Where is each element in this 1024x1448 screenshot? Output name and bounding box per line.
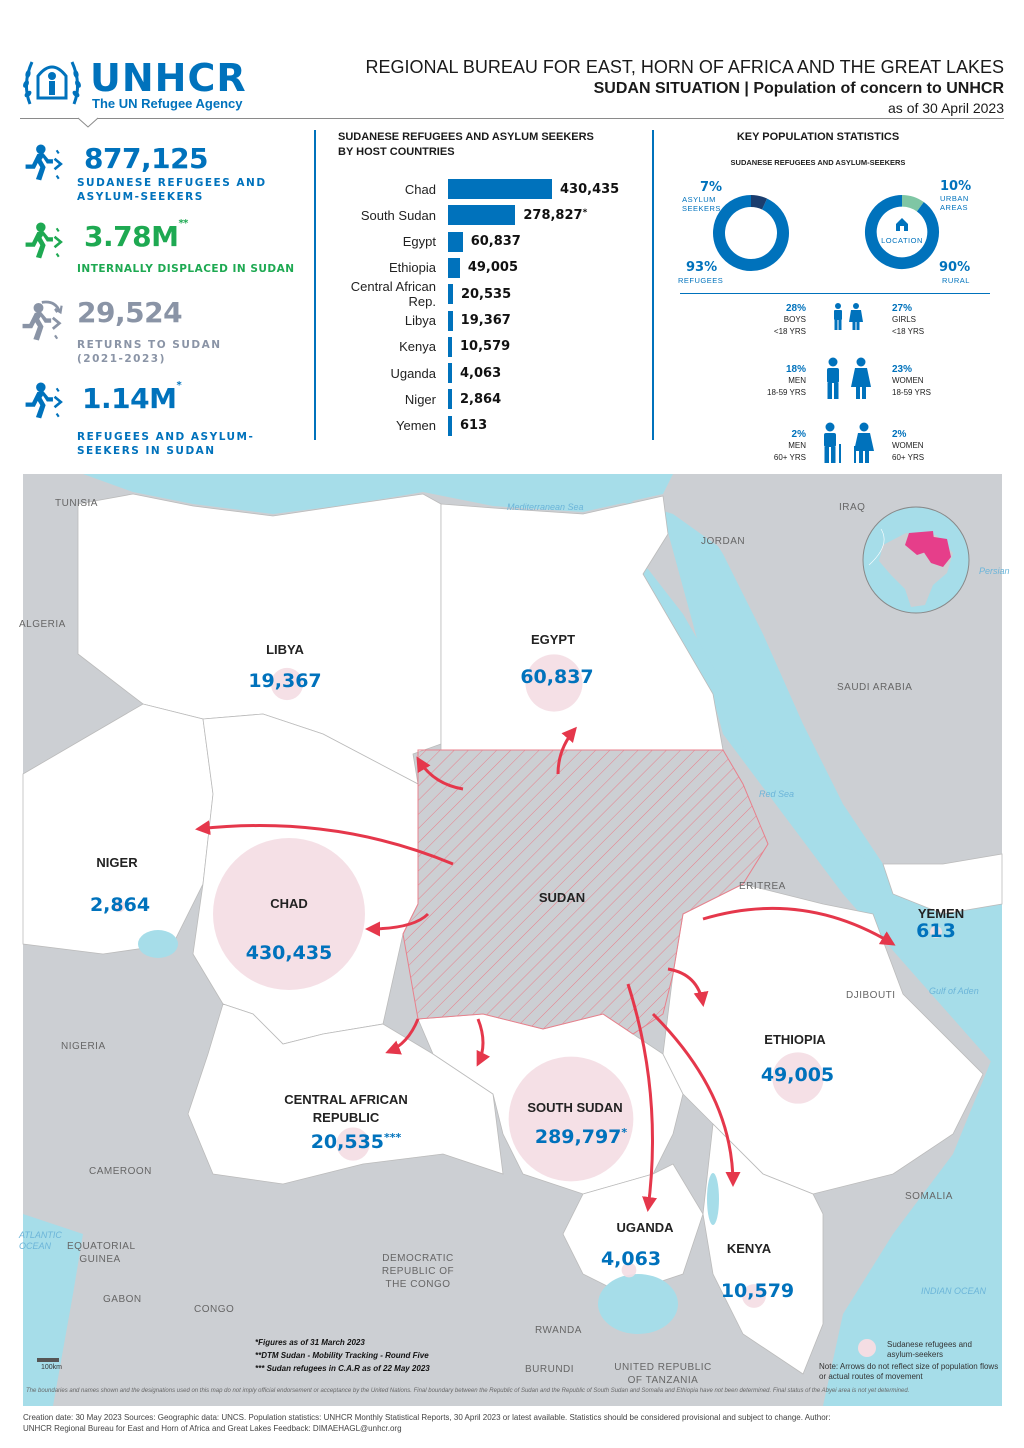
stat-idps (22, 220, 312, 280)
stat-label: RETURNS TO SUDAN (2021-2023) (77, 339, 222, 365)
key-stats-divider (680, 293, 990, 294)
demo-right-label: GIRLS (892, 315, 917, 324)
map-value-uganda: 4,063 (600, 1248, 662, 1270)
key-stats-subtitle: SUDANESE REFUGEES AND ASYLUM-SEEKERS (730, 158, 906, 167)
map-label-south-sudan: SOUTH SUDAN (527, 1100, 623, 1115)
boy-girl-icon (829, 302, 865, 332)
arrow-to-car (388, 1019, 418, 1052)
map-label-sudan: SUDAN (538, 890, 586, 905)
map-notes (255, 1336, 430, 1375)
legend-label: Sudanese refugees and asylum-seekers (887, 1340, 972, 1359)
bar-row (320, 388, 501, 410)
demo-right-label: WOMEN (892, 441, 924, 450)
map-label-car: CENTRAL AFRICAN REPUBLIC (284, 1092, 408, 1125)
stat-value (77, 296, 182, 329)
stat-number: 3.78M (84, 220, 179, 253)
arrow-to-chad (368, 914, 428, 929)
bar-row (320, 336, 510, 358)
rural-pct: 90% (939, 260, 971, 275)
returnee-icon (22, 298, 66, 342)
map-value-chad: 430,435 (245, 942, 333, 964)
note-2: **DTM Sudan - Mobility Tracking - Round Five (255, 1351, 429, 1360)
arrow-to-niger (198, 826, 453, 864)
demo-right-pct: 23% (892, 364, 913, 375)
bar-category-label: Niger (404, 391, 436, 407)
footer-line-2: UNHCR Regional Bureau for East and Horn of Africa and Great Lakes Feedback: DIMAEHAGL@unhcr.org (23, 1424, 402, 1433)
demo-right-label: WOMEN (892, 376, 924, 385)
bar-value-label: 10,579 (460, 339, 511, 355)
map-value-egypt: 60,837 (520, 666, 594, 688)
bar-row (320, 257, 518, 279)
label-equatorial-guinea: EQUATORIAL GUINEA (67, 1241, 136, 1265)
bar-value-label: 49,005 (467, 260, 518, 276)
asylum-pct: 7% (700, 180, 723, 195)
logo-name: UNHCR (90, 56, 247, 100)
refugee-pct: 93% (686, 260, 718, 275)
arrow-to-uganda (628, 984, 653, 1209)
status-donut-chart (711, 193, 791, 273)
arrow-note: Note: Arrows do not reflect size of population flows or actual routes of movement (819, 1362, 999, 1381)
label-red-sea: Red Sea (759, 789, 795, 799)
donut-slice-urban (902, 201, 920, 207)
arrow-to-yemen (703, 908, 893, 944)
stat-mark: ** (178, 218, 188, 229)
stat-refugees-in-sudan (22, 380, 312, 460)
bar-category-label: Libya (404, 313, 436, 328)
stat-refugees (22, 140, 312, 210)
bar-value-label: 613 (460, 418, 488, 434)
map-label-niger: NIGER (96, 855, 138, 870)
key-stats-title: KEY POPULATION STATISTICS (736, 131, 900, 143)
bar-value-label: 19,367 (460, 313, 511, 328)
demo-right-age: 60+ YRS (892, 453, 925, 462)
demo-right-age: 18-59 YRS (892, 388, 931, 397)
map-value-yemen: 613 (916, 920, 956, 942)
location-center-label: LOCATION (881, 236, 923, 245)
map-value-kenya: 10,579 (720, 1280, 795, 1302)
label-algeria: ALGERIA (19, 619, 66, 630)
demo-right-pct: 27% (892, 303, 913, 314)
demo-left-age: 18-59 YRS (767, 388, 806, 397)
stat-number: 29,524 (77, 296, 183, 329)
map-label-kenya: KENYA (726, 1241, 772, 1256)
stat-label: INTERNALLY DISPLACED IN SUDAN (77, 263, 295, 275)
map-value-car (281, 1131, 431, 1153)
bar-value-label: 278,827* (523, 207, 588, 223)
footer-line-1: Creation date: 30 May 2023 Sources: Geographic data: UNCS. Population statistics: UNHCR Monthly Statistical Reports, 30 April 2023 or latest available. Statistics should be considered provisional and subject to change. Author: (23, 1413, 831, 1422)
map-label-egypt: EGYPT (530, 632, 576, 647)
demo-left-pct: 18% (785, 364, 806, 375)
situation-title: SUDAN SITUATION | Population of concern to UNHCR (593, 80, 1004, 97)
bar (448, 179, 552, 199)
donut-slice-rural (871, 201, 933, 263)
as-of-date: as of 30 April 2023 (888, 100, 1004, 116)
chart-title: SUDANESE REFUGEES AND ASYLUM SEEKERS BY HOST COUNTRIES (338, 131, 594, 158)
south-sudan-value-mark: * (621, 1126, 628, 1139)
map-label-chad: CHAD (270, 896, 308, 911)
bar-value-label: 4,063 (460, 365, 502, 381)
stat-value (84, 142, 208, 175)
refugee-icon (22, 382, 66, 422)
urban-pct: 10% (940, 179, 972, 194)
demo-right-age: <18 YRS (892, 327, 925, 336)
stat-label: SUDANESE REFUGEES AND ASYLUM-SEEKERS (77, 177, 267, 203)
arrow-to-kenya (653, 1014, 733, 1184)
bar-category-label: Central African Rep. (350, 279, 436, 310)
donut-slice-refugee (719, 201, 783, 265)
bar-value-label: 20,535 (460, 286, 512, 302)
stat-number: 877,125 (84, 142, 209, 175)
label-tunisia: TUNISIA (55, 498, 98, 509)
stat-mark: * (176, 380, 182, 391)
legend-bubble-icon (857, 1338, 877, 1358)
bar-row (320, 178, 619, 200)
demo-left-label: BOYS (783, 315, 806, 324)
label-gabon: GABON (103, 1294, 142, 1305)
label-tanzania: UNITED REPUBLIC OF TANZANIA (614, 1362, 712, 1386)
bar-row (320, 415, 487, 437)
bar (448, 205, 515, 225)
bar-row (320, 362, 501, 384)
demo-left-pct: 28% (785, 303, 806, 314)
label-drc: DEMOCRATIC REPUBLIC OF THE CONGO (381, 1253, 455, 1290)
label-gulf-of-aden: Gulf of Aden (929, 986, 979, 996)
map-label-yemen: YEMEN (917, 906, 965, 921)
label-mediterranean: Mediterranean Sea (507, 502, 584, 512)
elderly-icon (818, 422, 878, 464)
bar-category-label: Egypt (402, 234, 436, 250)
label-somalia: SOMALIA (905, 1191, 953, 1202)
idp-icon (22, 222, 66, 262)
label-indian-ocean: INDIAN OCEAN (921, 1286, 987, 1296)
location-donut-chart (863, 193, 941, 271)
bar-category-label: Uganda (390, 365, 436, 381)
refugee-label: REFUGEES (678, 276, 724, 285)
note-3: *** Sudan refugees in C.A.R as of 22 May 2023 (255, 1364, 430, 1373)
house-icon (894, 216, 910, 232)
car-value-number: 20,535 (310, 1131, 385, 1153)
man-woman-icon (819, 357, 875, 401)
map-label-libya: LIBYA (266, 642, 304, 657)
label-djibouti: DJIBOUTI (846, 990, 896, 1001)
bar-row (320, 231, 521, 253)
donut-slice-asylum (751, 201, 765, 204)
stat-returns (22, 296, 312, 366)
map-label-uganda: UGANDA (616, 1220, 674, 1235)
arrow-to-south-sudan (478, 1019, 483, 1064)
bar-value-mark: * (582, 207, 588, 218)
bar-value-label: 60,837 (470, 234, 521, 250)
asylum-label: ASYLUM SEEKERS (682, 195, 721, 213)
note-1: *Figures as of 31 March 2023 (255, 1338, 365, 1347)
flow-arrows (23, 474, 1002, 1406)
bar-category-label: Chad (404, 181, 436, 197)
demo-right-pct: 2% (892, 429, 907, 440)
demo-left-age: <18 YRS (773, 327, 806, 336)
south-sudan-value-number: 289,797 (534, 1126, 622, 1148)
scale-bar (37, 1358, 59, 1362)
bar-row (320, 310, 511, 332)
bar-category-label: Kenya (399, 339, 436, 355)
demo-left-age: 60+ YRS (773, 453, 806, 462)
arrow-to-ethiopia (668, 969, 703, 1004)
label-persian: Persian (979, 566, 1010, 576)
bar-row (320, 204, 587, 226)
map-label-ethiopia: ETHIOPIA (764, 1032, 826, 1047)
label-rwanda: RWANDA (535, 1325, 582, 1336)
header-divider (20, 118, 1004, 119)
arrow-to-libya (418, 759, 463, 789)
label-congo: CONGO (194, 1304, 235, 1315)
label-saudi-arabia: SAUDI ARABIA (837, 682, 913, 693)
demo-left-pct: 2% (791, 429, 806, 440)
demo-left-label: MEN (788, 441, 806, 450)
label-eritrea: ERITREA (739, 881, 786, 892)
header-pointer-icon (78, 118, 98, 128)
logo-tagline: The UN Refugee Agency (92, 96, 243, 111)
bureau-title: REGIONAL BUREAU FOR EAST, HORN OF AFRICA AND THE GREAT LAKES (365, 57, 1004, 77)
map-value-ethiopia: 49,005 (760, 1064, 835, 1086)
stat-number: 1.14M (82, 382, 177, 415)
label-iraq: IRAQ (839, 502, 866, 513)
label-atlantic-ocean: ATLANTIC OCEAN (19, 1230, 62, 1251)
arrow-to-egypt (558, 729, 575, 774)
label-cameroon: CAMEROON (89, 1166, 152, 1177)
refugee-icon (22, 144, 66, 184)
label-burundi: BURUNDI (525, 1364, 575, 1375)
bar (448, 258, 460, 278)
car-value-mark: *** (384, 1131, 402, 1144)
bar-row (320, 279, 512, 310)
map-value-south-sudan (521, 1126, 641, 1148)
map-value-niger: 2,864 (89, 894, 151, 916)
scale-label: 100km (41, 1364, 63, 1371)
bar-value-label: 430,435 (560, 181, 620, 197)
laurel-logo-icon (20, 54, 84, 110)
map-value-libya: 19,367 (248, 670, 322, 692)
bar-value-label: 2,864 (460, 391, 502, 407)
stat-value (82, 382, 181, 415)
label-jordan: JORDAN (701, 536, 746, 547)
bar-category-label: Ethiopia (389, 260, 436, 276)
divider-left (314, 130, 316, 440)
unhcr-logo (20, 52, 250, 114)
bar (448, 232, 463, 252)
demo-left-label: MEN (788, 376, 806, 385)
map-panel (19, 474, 1010, 1406)
divider-right (652, 130, 654, 440)
bar-category-label: South Sudan (360, 207, 436, 223)
label-nigeria: NIGERIA (61, 1041, 106, 1052)
stat-value (84, 220, 188, 253)
stat-label: REFUGEES AND ASYLUM-SEEKERS IN SUDAN (77, 431, 255, 457)
urban-label: URBAN AREAS (940, 194, 969, 212)
rural-label: RURAL (942, 276, 970, 285)
map-disclaimer: The boundaries and names shown and the designations used on this map do not imply official endorsement or acceptance by the United Nations. Final boundary between the Republic of Sudan and the Republic of South Sudan and Somalia and Ethiopia have not been determined. Final status of the Abyei area is not yet determined. (26, 1388, 910, 1394)
inset-globe (861, 505, 971, 615)
bar-category-label: Yemen (396, 418, 436, 434)
footer (23, 1412, 1003, 1434)
